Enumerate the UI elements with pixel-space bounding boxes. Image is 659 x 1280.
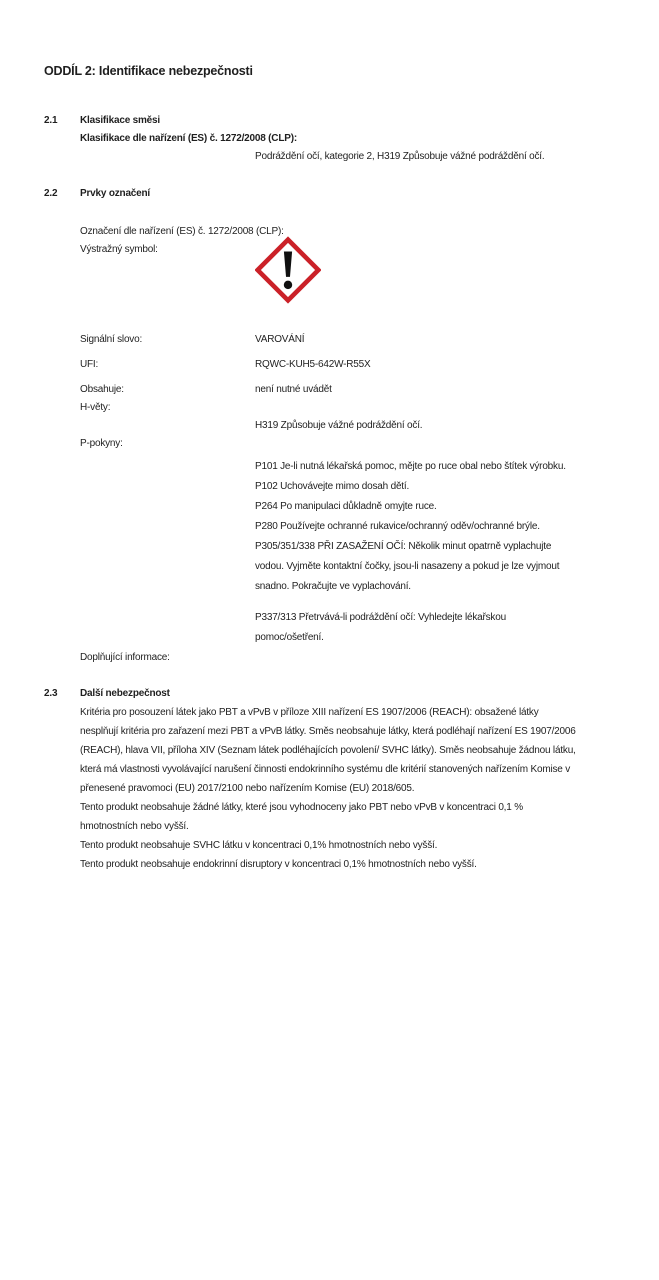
section-2-1-title: Klasifikace směsi <box>80 115 160 126</box>
clp-labeling-line: Označení dle nařízení (ES) č. 1272/2008 (CLP): <box>80 226 284 237</box>
h-statements-label: H-věty: <box>80 402 111 413</box>
contains-label: Obsahuje: <box>80 384 124 395</box>
ufi-row <box>80 356 577 374</box>
hazard-symbol-value <box>255 241 577 305</box>
section-2-3-number: 2.3 <box>44 688 58 699</box>
section-2-1 <box>44 112 577 166</box>
contains-value: není nutné uvádět <box>255 384 332 395</box>
signal-word-label: Signální slovo: <box>80 334 143 345</box>
p-statement: P337/313 Přetrvává-li podráždění očí: Vyhledejte lékařskou pomoc/ošetření. <box>255 612 506 643</box>
signal-word-value: VAROVÁNÍ <box>255 334 305 345</box>
endocrine-statement-line: Tento produkt neobsahuje endokrinní disruptory v koncentraci 0,1% hmotnostních nebo vyšší. <box>80 859 477 870</box>
ghs07-exclamation-icon <box>255 235 321 305</box>
ufi-value: RQWC-KUH5-642W-R55X <box>255 359 371 370</box>
p-statement: P305/351/338 PŘI ZASAŽENÍ OČÍ: Několik minut opatrně vyplachujte vodou. Vyjměte kontaktní čočky, jsou-li nasazeny a pokud je lze vyjmout snadno. Pokračujte ve vyplachování. <box>255 541 560 592</box>
ufi-label: UFI: <box>80 359 99 370</box>
section-2-2-title: Prvky označení <box>80 188 151 199</box>
hazard-symbol-label: Výstražný symbol: <box>80 244 158 255</box>
section-2-3-title: Další nebezpečnost <box>80 688 170 699</box>
clp-regulation-heading: Klasifikace dle nařízení (ES) č. 1272/2008 (CLP): <box>80 133 297 144</box>
p-statement: P102 Uchovávejte mimo dosah dětí. <box>255 481 410 492</box>
section-2-3 <box>44 685 577 874</box>
pbt-vpvb-paragraph: Kritéria pro posouzení látek jako PBT a vPvB v příloze XIII nařízení ES 1907/2006 (REACH): obsažené látky nesplňují kritéria pro zařazení mezi PBT a vPvB látky. Směs neobsahuje látky, která podléhají nařízení ES 1907/2006 (REACH), hlava VII, příloha XIV (Seznam látek podléhajících povolení/ SVHC látky). Směs neobsahuje žádnou látku, která má vlastnosti vyvolávající narušení činnosti endokrinního systému dle kritérií stanovených nařízením Komise v přenesené pravomoci (EU) 2017/2100 nebo nařízením Komise (EU) 2018/605. <box>80 707 576 794</box>
p-statement: P264 Po manipulaci důkladně omyjte ruce. <box>255 501 437 512</box>
signal-word-row <box>80 331 577 349</box>
section-2-1-number: 2.1 <box>44 115 58 126</box>
contains-row <box>80 381 577 399</box>
additional-info-label: Doplňující informace: <box>80 652 170 663</box>
section-2-1-body <box>80 112 577 166</box>
svhc-statement-line: Tento produkt neobsahuje SVHC látku v koncentraci 0,1% hmotnostních nebo vyšší. <box>80 840 438 851</box>
section-2-2 <box>44 185 577 667</box>
h-statement-value: H319 Způsobuje vážné podráždění očí. <box>255 420 423 431</box>
classification-value: Podráždění očí, kategorie 2, H319 Způsobuje vážné podráždění očí. <box>255 151 545 162</box>
p-statement: P101 Je-li nutná lékařská pomoc, mějte po ruce obal nebo štítek výrobku. <box>255 461 566 472</box>
p-statements-label: P-pokyny: <box>80 438 123 449</box>
section-2-heading: ODDÍL 2: Identifikace nebezpečnosti <box>44 64 253 78</box>
p-statement: P280 Používejte ochranné rukavice/ochranný oděv/ochranné brýle. <box>255 521 540 532</box>
section-2-2-body <box>80 185 577 667</box>
p-statements-list <box>80 457 577 648</box>
section-2-3-body <box>80 685 577 874</box>
section-2-2-number: 2.2 <box>44 188 58 199</box>
hazard-symbol-row <box>80 241 577 305</box>
pbt-statement-line: Tento produkt neobsahuje žádné látky, které jsou vyhodnoceny jako PBT nebo vPvB v koncentraci 0,1 % hmotnostních nebo vyšší. <box>80 802 523 832</box>
